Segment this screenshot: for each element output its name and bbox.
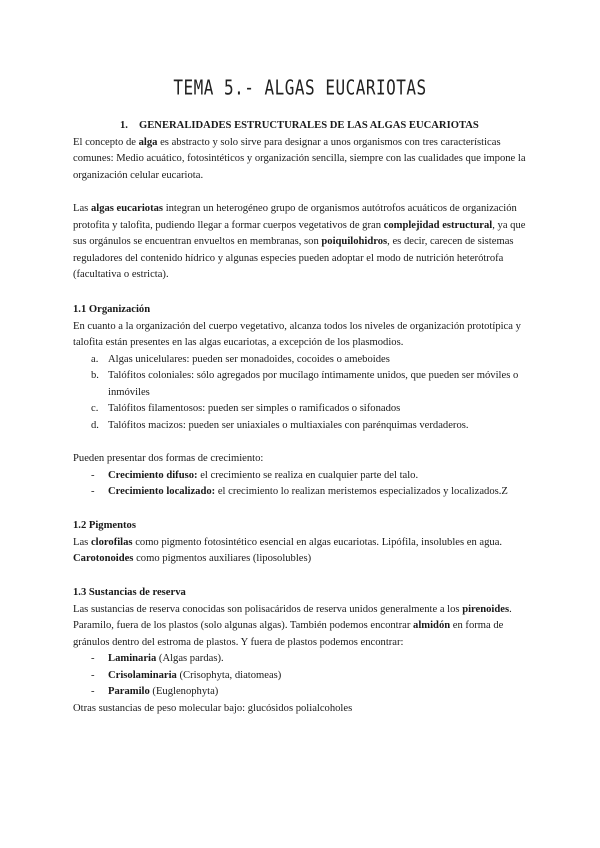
text-run: es abstracto y solo sirve para designar a unos organismos con tres características comunes: Medio acuático, fotosintéticos y organización sencilla, siempre con las cualidades que impone la organización celular eucariota. (73, 136, 526, 181)
list-item-text: (Crisophyta, diatomeas) (176, 669, 282, 681)
section-1-heading (73, 118, 533, 135)
list-marker: a. (91, 353, 99, 365)
reserve-list (73, 651, 533, 701)
reserve-paragraph (73, 602, 533, 652)
list-item-text: Talófitos macizos: pueden ser uniaxiales o multiaxiales con parénquimas verdaderos. (108, 419, 469, 431)
bold-term: Laminaria (108, 653, 157, 664)
text-run: , es decir, carecen de sistemas reguladores del contenido hídrico y algunas especies pueden adoptar el modo de nutrición heterótrofa (facultativa o estricta). (73, 236, 514, 280)
pigments-line-2 (73, 551, 533, 568)
text-run: como pigmento fotosintético esencial en algas eucariotas. Lipófila, insolubles en agua. (132, 536, 503, 548)
growth-list (73, 468, 533, 501)
list-marker: - (91, 669, 95, 681)
list-item (73, 401, 533, 418)
text-run: Las sustancias de reserva conocidas son polisacáridos de reserva unidos generalmente a los (73, 603, 463, 615)
list-item-text: (Euglenophyta) (149, 686, 219, 697)
text-run: Las (73, 536, 91, 548)
list-item (73, 484, 533, 501)
section-1-1 (73, 302, 533, 434)
bold-term: Crisolaminaria (108, 669, 177, 681)
growth-forms (73, 451, 533, 501)
bold-term: Carotonoides (73, 553, 134, 564)
organization-list (73, 352, 533, 435)
list-marker: c. (91, 403, 99, 414)
section-number: 1. (120, 120, 128, 131)
section-1-2 (73, 518, 533, 568)
list-item-text: Algas unicelulares: pueden ser monadoides, cocoides o ameboides (108, 353, 390, 365)
section-1-3-heading: 1.3 Sustancias de reserva (73, 587, 186, 598)
bold-term: algas eucariotas (90, 203, 164, 214)
bold-term: pirenoides (462, 603, 510, 615)
text-run: Las (73, 203, 91, 214)
list-item (73, 352, 533, 369)
list-item-text: Talófitos coloniales: sólo agregados por mucílago íntimamente unidos, que pueden ser móviles o inmóviles (108, 370, 519, 398)
paragraph-alga-concept (73, 135, 533, 185)
reserve-outro: Otras sustancias de peso molecular bajo: glucósidos polialcoholes (73, 702, 353, 714)
list-marker: - (91, 486, 95, 497)
section-1-1-heading: 1.1 Organización (73, 304, 151, 315)
section-1-2-heading: 1.2 Pigmentos (73, 520, 136, 531)
text-run: El concepto de (73, 136, 139, 148)
section-1-3 (73, 585, 533, 717)
section-heading-text: GENERALIDADES ESTRUCTURALES DE LAS ALGAS EUCARIOTAS (139, 120, 479, 131)
bold-term: almidón (413, 620, 451, 631)
bold-term: alga (138, 136, 158, 148)
list-marker: d. (91, 419, 99, 431)
pigments-line-1 (73, 535, 533, 552)
list-item-text: (Algas pardas). (156, 653, 224, 664)
text-run: . Paramilo, fuera de los plastos (solo algunas algas). También podemos encontrar (73, 603, 512, 631)
list-item (73, 684, 533, 701)
list-marker: - (91, 653, 95, 664)
list-item (73, 651, 533, 668)
list-item (73, 468, 533, 485)
bold-term: Crecimiento localizado: (108, 486, 216, 497)
bold-term: Paramilo (108, 686, 150, 697)
text-run: integran un heterogéneo grupo de organismos autótrofos acuáticos de organización protofita y talofita, pudiendo llegar a formar cuerpos vegetativos de gran (73, 203, 517, 231)
list-marker: - (91, 686, 95, 697)
bold-term: Crecimiento difuso: (108, 469, 198, 481)
organization-intro: En cuanto a la organización del cuerpo vegetativo, alcanza todos los niveles de organización prototípica y talofita están presentes en las algas eucariotas, a excepción de los plasmodios. (73, 320, 521, 348)
list-item-text: Talófitos filamentosos: pueden ser simples o ramificados o sifonados (108, 403, 401, 414)
text-run: como pigmentos auxiliares (liposolubles) (133, 553, 312, 564)
text-run: , ya que sus orgánulos se encuentran envueltos en membranas, son (73, 219, 526, 247)
list-item (73, 418, 533, 435)
bold-term: complejidad estructural (383, 219, 493, 231)
text-run: en forma de gránulos dentro del estroma de plastos. Y fuera de plastos podemos encontrar: (73, 620, 504, 648)
growth-intro: Pueden presentar dos formas de crecimiento: (73, 453, 264, 464)
list-item (73, 368, 533, 401)
list-item-text: el crecimiento lo realizan meristemos especializados y localizados.Z (215, 486, 508, 497)
list-marker: b. (91, 370, 99, 381)
list-item (73, 668, 533, 685)
list-item-text: el crecimiento se realiza en cualquier parte del talo. (197, 469, 419, 481)
bold-term: poiquilohidros (321, 236, 388, 247)
page-title: TEMA 5.- ALGAS EUCARIOTAS (173, 75, 427, 100)
bold-term: clorofilas (90, 536, 133, 548)
list-marker: - (91, 469, 95, 481)
section-1 (73, 118, 533, 184)
paragraph-algas-eucariotas (73, 201, 533, 284)
